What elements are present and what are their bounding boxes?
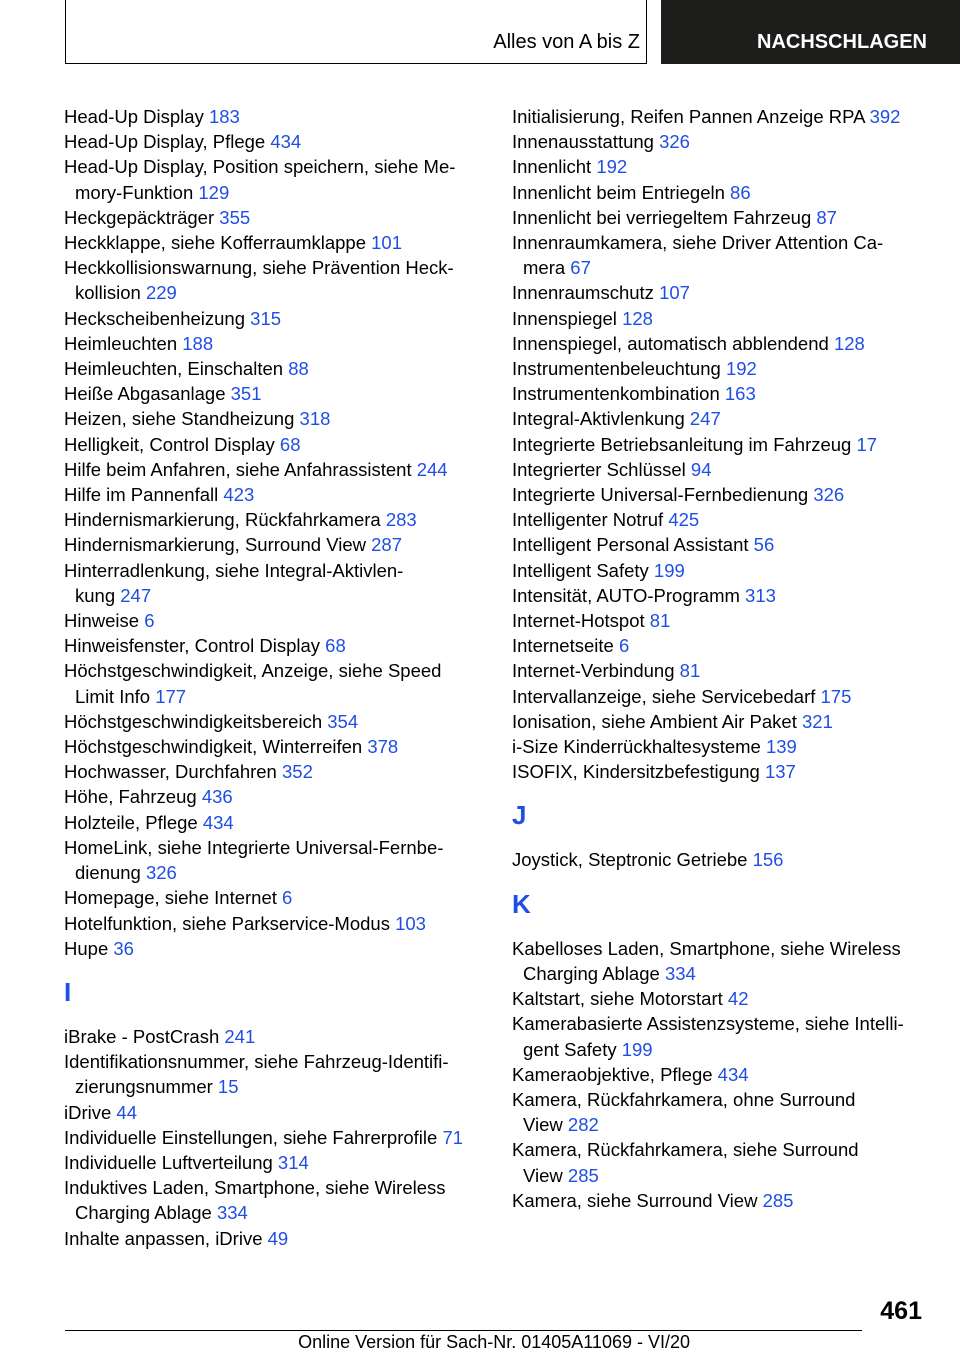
index-entry-individuelle-luftverteilung	[64, 1150, 484, 1175]
entry-text: Hupe	[64, 937, 109, 959]
index-entry-integrierte-betriebsanleitung-im-fahrzeu	[512, 432, 932, 457]
page-link[interactable]: 423	[223, 484, 255, 506]
page-link[interactable]: 137	[764, 761, 796, 783]
index-letter-j: J	[512, 800, 527, 831]
page-link[interactable]: 241	[224, 1025, 256, 1047]
header-section-title: Alles von A bis Z	[493, 31, 640, 53]
entry-text: Heimleuchten	[64, 332, 178, 354]
page-link[interactable]: 434	[202, 811, 234, 833]
entry-text: Internet-Hotspot	[512, 610, 645, 632]
entry-text: Instrumentenbeleuchtung	[512, 358, 721, 380]
page-link[interactable]: 199	[621, 1038, 653, 1060]
entry-text: Höchstgeschwindigkeit, Anzeige, siehe Speed	[64, 660, 442, 682]
index-entry-hoechstgeschwindigkeit-anzeige-siehe-spe	[64, 658, 484, 708]
entry-text: Integrierte Universal-Fernbedienung	[512, 484, 809, 506]
entry-text: Kabelloses Laden, Smartphone, siehe Wireless	[512, 937, 901, 959]
entry-text: Kamerabasierte Assistenzsysteme, siehe Intelli-	[512, 1013, 904, 1035]
page-link[interactable]: 334	[664, 962, 696, 984]
header-tab-nachschlagen[interactable]: NACHSCHLAGEN	[661, 0, 960, 64]
index-entry-heckscheibenheizung	[64, 306, 484, 331]
index-entry-inhalte-anpassen-idrive	[64, 1226, 484, 1251]
index-entry-hoechstgeschwindigkeitsbereich	[64, 709, 484, 734]
entry-text: Innenlicht beim Entriegeln	[512, 181, 725, 203]
entry-text: Head-Up Display	[64, 106, 204, 127]
page-link[interactable]: 71	[442, 1126, 464, 1148]
entry-text: Heimleuchten, Einschalten	[64, 358, 284, 380]
page-link[interactable]: 188	[182, 332, 214, 354]
page-link[interactable]: 192	[596, 156, 628, 178]
entry-text: Intelligenter Notruf	[512, 509, 664, 531]
entry-text: Kaltstart, siehe Motorstart	[512, 988, 723, 1010]
entry-text: Internet-Verbindung	[512, 660, 675, 682]
entry-text: Integrierte Betriebsanleitung im Fahrzeug	[512, 433, 852, 455]
page-link[interactable]: 314	[277, 1151, 309, 1173]
page-link[interactable]: 192	[725, 358, 757, 380]
entry-text: Heckklappe, siehe Kofferraumklappe	[64, 232, 366, 254]
entry-text: Identifikationsnummer, siehe Fahrzeug-Identifi-	[64, 1051, 449, 1073]
index-entry-head-up-display-pflege	[64, 129, 484, 154]
index-letter-i: I	[64, 976, 72, 1007]
page-link[interactable]: 6	[282, 887, 293, 909]
page-link[interactable]: 103	[395, 912, 426, 934]
index-entry-heckklappe-siehe-kofferraumklappe	[64, 230, 484, 255]
page-link[interactable]: 6	[618, 635, 630, 657]
entry-text: Innenlicht bei verriegeltem Fahrzeug	[512, 206, 812, 228]
index-entry-intelligent-personal-assistant	[512, 532, 932, 557]
page-link[interactable]: 282	[567, 1114, 599, 1136]
entry-text: gent Safety	[523, 1038, 617, 1060]
index-entry-ionisation-siehe-ambient-air-paket	[512, 709, 932, 734]
page-link[interactable]: 81	[679, 660, 701, 682]
page-link[interactable]: 15	[217, 1076, 239, 1098]
entry-text: Kamera, siehe Surround View	[512, 1189, 758, 1211]
page-link[interactable]: 67	[570, 257, 591, 279]
page-link[interactable]: 315	[250, 307, 282, 329]
index-entry-hinweisfenster-control-display	[64, 633, 484, 658]
page-link[interactable]: 107	[659, 282, 690, 304]
entry-text: View	[523, 1164, 563, 1186]
entry-text: Hilfe beim Anfahren, siehe Anfahrassistent	[64, 458, 412, 480]
index-entry-homelink-siehe-integrierte-universal-fer	[64, 835, 484, 885]
entry-text: Hinweisfenster, Control Display	[64, 635, 321, 657]
entry-text: Heckscheibenheizung	[64, 307, 246, 329]
index-entry-hilfe-beim-anfahren-siehe-anfahrassisten	[64, 457, 484, 482]
entry-text: HomeLink, siehe Integrierte Universal-Fernbe-	[64, 836, 444, 858]
index-entry-homepage-siehe-internet	[64, 885, 484, 910]
entry-text: View	[523, 1114, 563, 1136]
index-entry-integrierter-schluessel	[512, 457, 932, 482]
page-link[interactable]: 425	[668, 509, 700, 531]
entry-text: Intelligent Safety	[512, 559, 649, 581]
page-link[interactable]: 355	[219, 206, 251, 228]
page-link[interactable]: 44	[116, 1101, 137, 1123]
entry-text: Head-Up Display, Pflege	[64, 131, 266, 153]
entry-text: mera	[523, 257, 566, 279]
entry-text: Innenspiegel, automatisch abblendend	[512, 332, 829, 354]
entry-text: Homepage, siehe Internet	[64, 887, 277, 909]
index-entry-hoehe-fahrzeug	[64, 784, 484, 809]
page-link[interactable]: 139	[765, 736, 797, 758]
page-link[interactable]: 434	[270, 131, 302, 153]
page-link[interactable]: 101	[371, 232, 403, 254]
page-link[interactable]: 177	[155, 685, 187, 707]
entry-text: Internetseite	[512, 635, 614, 657]
entry-text: Heizen, siehe Standheizung	[64, 408, 295, 430]
index-entry-instrumentenkombination	[512, 381, 932, 406]
page-link[interactable]: 87	[816, 206, 837, 228]
entry-text: mory-Funktion	[75, 181, 194, 203]
page-link[interactable]: 128	[833, 332, 865, 354]
page-link[interactable]: 183	[208, 106, 240, 127]
page-link[interactable]: 129	[198, 181, 230, 203]
index-entry-heckkollisionswarnung-siehe-praevention-	[64, 255, 484, 305]
entry-text: Kameraobjektive, Pflege	[512, 1063, 713, 1085]
entry-text: Individuelle Luftverteilung	[64, 1151, 273, 1173]
index-entry-internet-hotspot	[512, 608, 932, 633]
index-entry-individuelle-einstellungen-siehe-fahrerp	[64, 1125, 484, 1150]
index-entry-hindernismarkierung-rueckfahrkamera	[64, 507, 484, 532]
index-entry-hupe	[64, 936, 484, 961]
index-entry-innenraumkamera-siehe-driver-attention-c	[512, 230, 932, 280]
page-link[interactable]: 199	[653, 559, 685, 581]
footer-divider	[65, 1330, 862, 1331]
index-entry-kamera-siehe-surround-view	[512, 1188, 932, 1213]
entry-text: Innenspiegel	[512, 307, 617, 329]
index-entry-hinterradlenkung-siehe-integral-aktivlen	[64, 558, 484, 608]
page-number: 461	[880, 1297, 922, 1325]
index-entry-hinweise	[64, 608, 484, 633]
entry-text: Höhe, Fahrzeug	[64, 786, 197, 808]
entry-text: Integral-Aktivlenkung	[512, 408, 685, 430]
entry-text: Intensität, AUTO-Programm	[512, 584, 740, 606]
entry-text: Heckgepäckträger	[64, 206, 215, 228]
entry-text: Kamera, Rückfahrkamera, siehe Surround	[512, 1139, 859, 1161]
page-link[interactable]: 81	[649, 610, 671, 632]
entry-text: Hindernismarkierung, Rückfahrkamera	[64, 509, 381, 531]
index-entry-head-up-display	[64, 104, 484, 129]
index-entry-isofix-kindersitzbefestigung	[512, 759, 932, 784]
entry-text: Charging Ablage	[75, 1202, 212, 1224]
index-entry-heizen-siehe-standheizung	[64, 406, 484, 431]
page-link[interactable]: 56	[753, 534, 775, 556]
page-link[interactable]: 94	[690, 458, 712, 480]
entry-text: Ionisation, siehe Ambient Air Paket	[512, 710, 797, 732]
page-link[interactable]: 326	[813, 484, 845, 506]
entry-text: Induktives Laden, Smartphone, siehe Wireless	[64, 1177, 446, 1199]
page-link[interactable]: 86	[730, 181, 751, 203]
entry-text: Intervallanzeige, siehe Servicebedarf	[512, 685, 816, 707]
entry-text: iDrive	[64, 1101, 112, 1123]
entry-text: Hinterradlenkung, siehe Integral-Aktivlen-	[64, 559, 404, 581]
index-entry-internet-verbindung	[512, 658, 932, 683]
page-link[interactable]: 351	[230, 383, 262, 405]
page-link[interactable]: 354	[327, 710, 359, 732]
index-entry-hoechstgeschwindigkeit-winterreifen	[64, 734, 484, 759]
entry-text: Inhalte anpassen, iDrive	[64, 1227, 263, 1249]
entry-text: Integrierter Schlüssel	[512, 458, 686, 480]
page-link[interactable]: 88	[288, 358, 309, 380]
index-entry-innenlicht	[512, 154, 932, 179]
page-link[interactable]: 229	[145, 282, 177, 304]
index-entry-intelligenter-notruf	[512, 507, 932, 532]
index-entry-heimleuchten	[64, 331, 484, 356]
entry-text: Innenraumschutz	[512, 282, 654, 304]
page-link[interactable]: 378	[367, 736, 399, 758]
entry-text: Instrumentenkombination	[512, 383, 720, 405]
index-entry-kameraobjektive-pflege	[512, 1062, 932, 1087]
entry-text: Individuelle Einstellungen, siehe Fahrerprofile	[64, 1126, 438, 1148]
entry-text: Charging Ablage	[523, 962, 660, 984]
page-link[interactable]: 36	[113, 937, 134, 959]
entry-text: Kamera, Rückfahrkamera, ohne Surround	[512, 1088, 856, 1110]
index-entry-heimleuchten-einschalten	[64, 356, 484, 381]
index-entry-head-up-display-position-speichern-siehe	[64, 154, 484, 204]
entry-text: Limit Info	[75, 685, 151, 707]
page-link[interactable]: 156	[752, 849, 784, 871]
entry-text: Initialisierung, Reifen Pannen Anzeige RPA	[512, 106, 865, 127]
page-link[interactable]: 68	[279, 433, 301, 455]
footer-version-note: Online Version für Sach-Nr. 01405A11069 - VI/20	[298, 1332, 690, 1352]
entry-text: Innenlicht	[512, 156, 592, 178]
index-column-left	[64, 104, 484, 1251]
page-link[interactable]: 68	[325, 635, 346, 657]
page-link[interactable]: 326	[659, 131, 690, 153]
index-entry-kamera-rueckfahrkamera-ohne-surround	[512, 1087, 932, 1137]
page-link[interactable]: 326	[145, 862, 177, 884]
index-entry-instrumentenbeleuchtung	[512, 356, 932, 381]
entry-text: Helligkeit, Control Display	[64, 433, 275, 455]
index-entry-identifikationsnummer-siehe-fahrzeug-ide	[64, 1049, 484, 1099]
index-entry-helligkeit-control-display	[64, 432, 484, 457]
page-link[interactable]: 49	[267, 1227, 289, 1249]
index-entry-heisse-abgasanlage	[64, 381, 484, 406]
page-link[interactable]: 283	[385, 509, 417, 531]
page-link[interactable]: 313	[745, 584, 776, 606]
entry-text: Heiße Abgasanlage	[64, 383, 226, 405]
entry-text: Hochwasser, Durchfahren	[64, 761, 277, 783]
index-entry-ibrake-postcrash	[64, 1024, 484, 1049]
index-entry-initialisierung-reifen-pannen-anzeige-rp	[512, 104, 932, 129]
index-entry-i-size-kinderrueckhaltesysteme	[512, 734, 932, 759]
index-entry-innenlicht-beim-entriegeln	[512, 180, 932, 205]
page-link[interactable]: 244	[416, 458, 448, 480]
index-entry-kaltstart-siehe-motorstart	[512, 986, 932, 1011]
page-link[interactable]: 285	[567, 1164, 599, 1186]
page-link[interactable]: 6	[144, 610, 155, 632]
index-entry-idrive	[64, 1100, 484, 1125]
index-entry-intensitaet-auto-programm	[512, 583, 932, 608]
index-entry-innenausstattung	[512, 129, 932, 154]
page-link[interactable]: 287	[371, 534, 402, 556]
entry-text: kollision	[75, 282, 141, 304]
page-link[interactable]: 436	[201, 786, 233, 808]
page-link[interactable]: 42	[727, 988, 749, 1010]
page-link[interactable]: 321	[802, 710, 833, 732]
page-link[interactable]: 163	[724, 383, 756, 405]
entry-text: Head-Up Display, Position speichern, siehe Me-	[64, 156, 456, 178]
index-entry-kamera-rueckfahrkamera-siehe-surround	[512, 1137, 932, 1187]
entry-text: iBrake - PostCrash	[64, 1025, 220, 1047]
entry-text: dienung	[75, 862, 141, 884]
entry-text: Höchstgeschwindigkeitsbereich	[64, 710, 323, 732]
index-entry-innenspiegel	[512, 306, 932, 331]
page-link[interactable]: 392	[869, 106, 901, 127]
entry-text: Holzteile, Pflege	[64, 811, 198, 833]
page-link[interactable]: 434	[717, 1063, 749, 1085]
index-entry-innenraumschutz	[512, 280, 932, 305]
index-column-right	[512, 104, 932, 1213]
page-link[interactable]: 247	[689, 408, 721, 430]
entry-text: Hindernismarkierung, Surround View	[64, 534, 366, 556]
index-entry-integral-aktivlenkung	[512, 406, 932, 431]
index-entry-innenlicht-bei-verriegeltem-fahrzeug	[512, 205, 932, 230]
index-entry-hilfe-im-pannenfall	[64, 482, 484, 507]
page-link[interactable]: 247	[120, 584, 152, 606]
entry-text: Heckkollisionswarnung, siehe Prävention Heck-	[64, 257, 454, 279]
page-link[interactable]: 334	[216, 1202, 248, 1224]
index-entry-innenspiegel-automatisch-abblendend	[512, 331, 932, 356]
index-entry-hindernismarkierung-surround-view	[64, 532, 484, 557]
index-entry-hochwasser-durchfahren	[64, 759, 484, 784]
entry-text: Hotelfunktion, siehe Parkservice-Modus	[64, 912, 390, 934]
entry-text: i-Size Kinderrückhaltesysteme	[512, 736, 761, 758]
index-entry-heckgepaecktraeger	[64, 205, 484, 230]
index-entry-hotelfunktion-siehe-parkservice-modus	[64, 911, 484, 936]
index-entry-kabelloses-laden-smartphone-siehe-wirele	[512, 936, 932, 986]
index-entry-intervallanzeige-siehe-servicebedarf	[512, 684, 932, 709]
page-link[interactable]: 352	[282, 761, 313, 783]
entry-text: Intelligent Personal Assistant	[512, 534, 749, 556]
index-entry-kamerabasierte-assistenzsysteme-siehe-in	[512, 1011, 932, 1061]
page-link[interactable]: 318	[299, 408, 331, 430]
index-entry-joystick-steptronic-getriebe	[512, 847, 932, 872]
entry-text: Innenausstattung	[512, 131, 654, 153]
entry-text: kung	[75, 584, 116, 606]
index-entry-holzteile-pflege	[64, 810, 484, 835]
page-link[interactable]: 285	[762, 1189, 794, 1211]
index-letter-k: K	[512, 888, 531, 919]
page-link[interactable]: 17	[856, 433, 878, 455]
page-link[interactable]: 175	[820, 685, 852, 707]
entry-text: zierungsnummer	[75, 1076, 213, 1098]
page-link[interactable]: 128	[622, 307, 653, 329]
index-entry-intelligent-safety	[512, 558, 932, 583]
entry-text: Hinweise	[64, 610, 140, 632]
entry-text: Joystick, Steptronic Getriebe	[512, 849, 748, 871]
index-entry-integrierte-universal-fernbedienung	[512, 482, 932, 507]
entry-text: ISOFIX, Kindersitzbefestigung	[512, 761, 760, 783]
index-entry-induktives-laden-smartphone-siehe-wirele	[64, 1175, 484, 1225]
entry-text: Innenraumkamera, siehe Driver Attention Ca-	[512, 232, 884, 254]
index-entry-internetseite	[512, 633, 932, 658]
entry-text: Höchstgeschwindigkeit, Winterreifen	[64, 736, 363, 758]
entry-text: Hilfe im Pannenfall	[64, 484, 219, 506]
